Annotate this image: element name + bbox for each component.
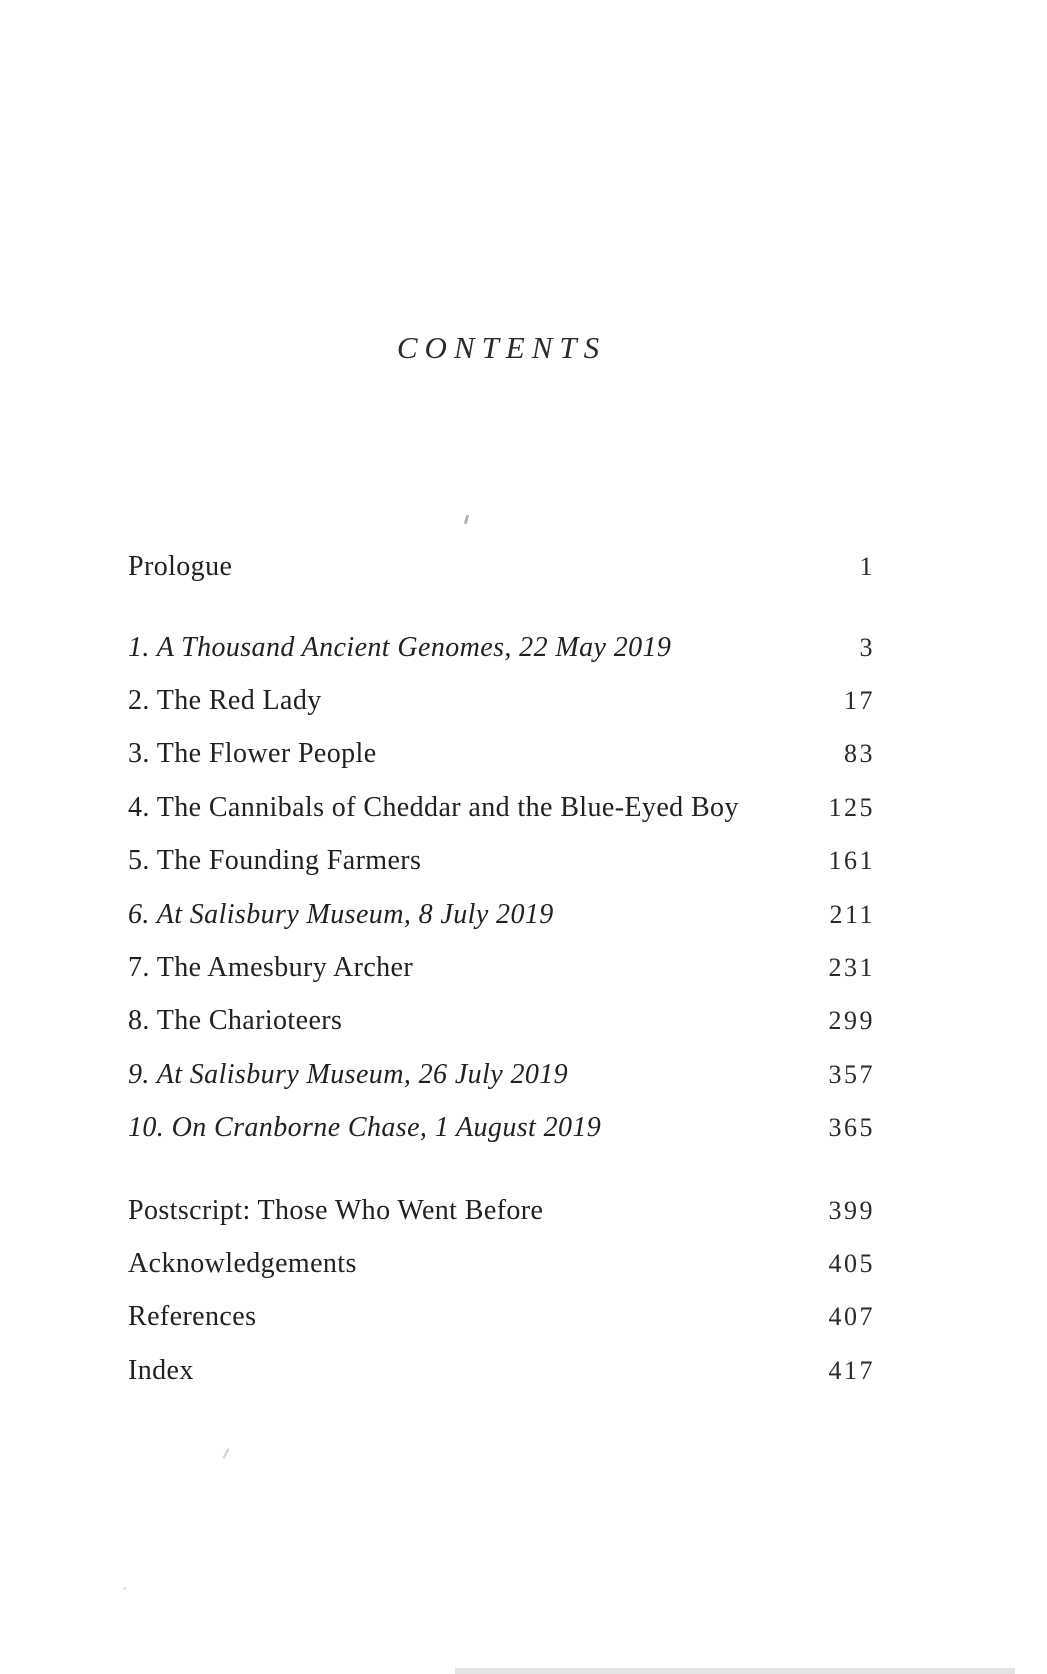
scan-edge-artifact [455,1668,1015,1674]
toc-entry-label: 2. The Red Lady [128,685,322,717]
toc-entry-label: 7. The Amesbury Archer [128,952,414,984]
toc-entry-page: 83 [844,739,875,769]
toc-entry-label: 8. The Charioteers [128,1005,343,1037]
toc-entry-page: 405 [828,1249,875,1279]
toc-entry [128,781,875,834]
scan-speck-artifact [223,1448,230,1459]
toc-entry [128,1048,875,1101]
toc-entry-page: 231 [828,953,875,983]
toc-entry-page: 211 [829,899,875,929]
toc-entry [128,835,875,888]
toc-entry-page: 417 [828,1355,875,1385]
toc-entry-label: 5. The Founding Farmers [128,845,422,877]
prologue-section [128,540,875,593]
toc-entry-label: References [128,1301,257,1333]
toc-entry-label: 9. At Salisbury Museum, 26 July 2019 [128,1058,569,1090]
toc-entry-page: 365 [828,1113,875,1143]
toc-entry [128,941,875,994]
toc-entry-label: Acknowledgements [128,1248,357,1280]
toc-entry [128,1102,875,1155]
toc-entry-page: 357 [828,1059,875,1089]
toc-entry [128,674,875,727]
toc-entry [128,1344,875,1397]
toc-entry-label: Index [128,1354,194,1386]
page-title: CONTENTS [396,330,607,365]
toc-entry [128,1291,875,1344]
back-matter-section [128,1184,875,1398]
toc-entry [128,540,875,593]
toc-entry-page: 399 [828,1195,875,1225]
toc-entry-page: 17 [844,686,875,716]
toc-entry [128,728,875,781]
toc-entry-label: 3. The Flower People [128,738,377,770]
toc-entry-label: 1. A Thousand Ancient Genomes, 22 May 2019 [128,631,672,663]
toc-entry-page: 125 [828,792,875,822]
toc-entry-page: 3 [859,632,875,662]
toc-entry-page: 299 [828,1006,875,1036]
toc-entry-label: Postscript: Those Who Went Before [128,1194,544,1226]
toc-entry-label: 6. At Salisbury Museum, 8 July 2019 [128,898,554,930]
toc-entry-label: Prologue [128,550,233,582]
scan-speck-artifact [123,1587,126,1590]
toc-entry [128,1184,875,1237]
toc-entry-page: 161 [828,846,875,876]
chapters-section [128,621,875,1155]
toc-entry-page: 407 [828,1302,875,1332]
scan-speck-artifact [464,515,469,524]
toc-entry [128,1237,875,1290]
toc-entry-page: 1 [859,551,875,581]
toc-entry-label: 4. The Cannibals of Cheddar and the Blue-Eyed Boy [128,791,739,823]
toc-entry-label: 10. On Cranborne Chase, 1 August 2019 [128,1112,602,1144]
toc-entry [128,995,875,1048]
toc-entry [128,621,875,674]
toc-entry [128,888,875,941]
